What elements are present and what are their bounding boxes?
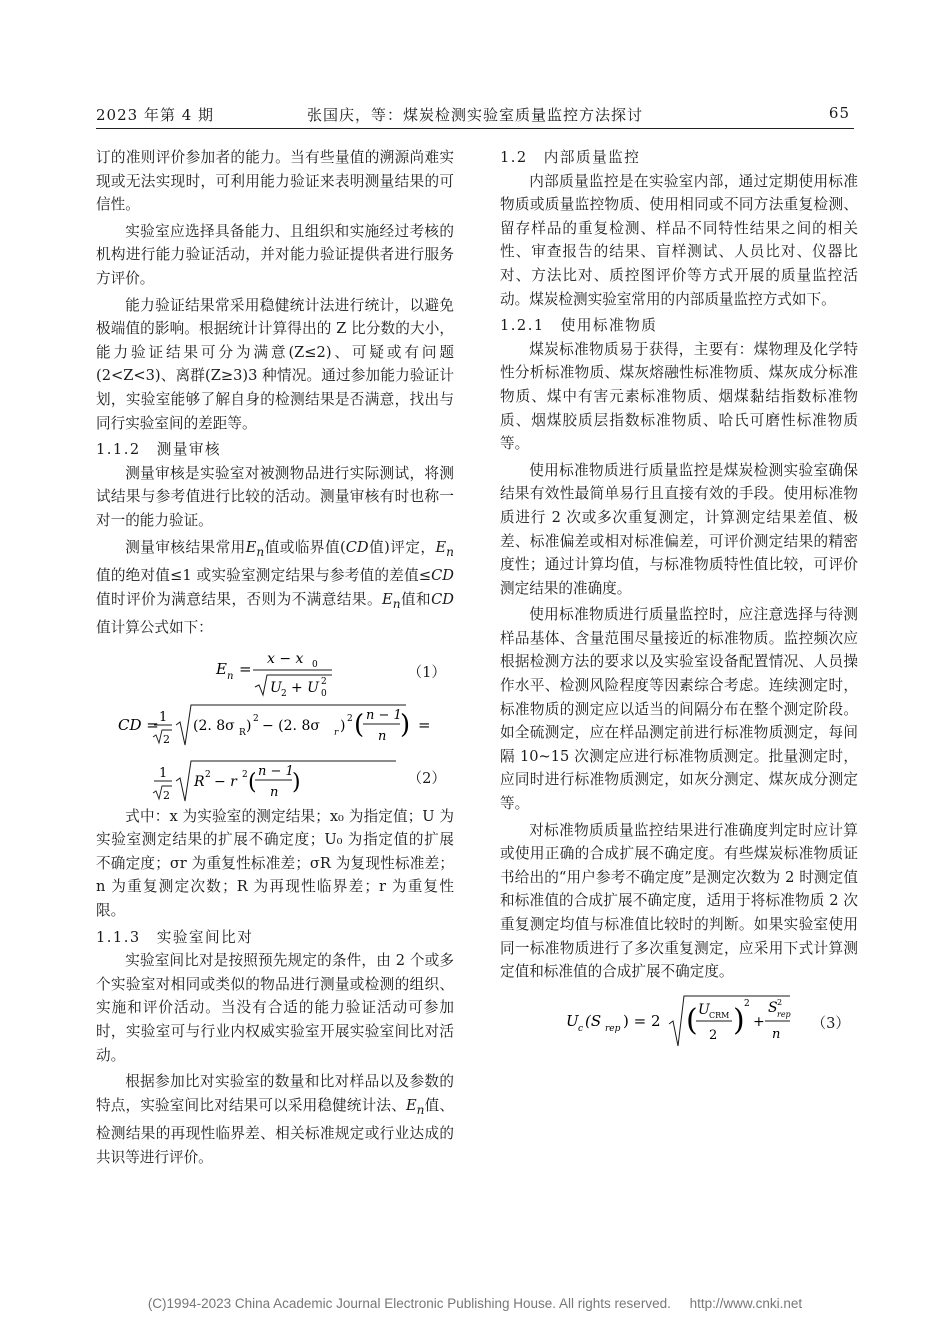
article-running-title: 张国庆，等：煤炭检测实验室质量监控方法探讨 [306, 106, 643, 124]
svg-text:U: U [698, 1001, 710, 1018]
svg-text:): ) [292, 769, 301, 795]
svg-text:): ) [340, 717, 346, 734]
paragraph: 煤炭标准物质易于获得，主要有：煤物理及化学特性分析标准物质、煤灰熔融性标准物质、煤灰成分标准物质、煤中有害元素标准物质、烟煤黏结指数标准物质、烟煤胶质层指数标准物质、哈氏可磨性标准物质等。 [500, 340, 858, 453]
right-column [500, 146, 858, 1050]
svg-text:R: R [239, 727, 246, 738]
svg-text:c: c [578, 1023, 584, 1034]
svg-text:1: 1 [159, 765, 168, 781]
svg-text:=: = [239, 659, 252, 678]
svg-text:− r: − r [214, 773, 237, 790]
paragraph: 式中：x 为实验室的测定结果；x₀ 为指定值；U 为实验室测定结果的扩展不确定度；U₀ 为指定值的扩展不确定度；σr 为重复性标准差；σR 为复现性标准差；n 为重复测定次数；R 为再现性临界差；r 为重复性限。 [96, 807, 454, 920]
equation-number: （2） [407, 769, 446, 787]
svg-text:(S: (S [585, 1011, 602, 1030]
paragraph: 测量审核是实验室对被测物品进行实际测试，将测试结果与参考值进行比较的活动。测量审核有时也称一对一的能力验证。 [96, 464, 454, 529]
svg-text:): ) [246, 717, 252, 734]
svg-text:r: r [334, 727, 339, 738]
section-heading-1-2: 1.2 内部质量监控 [500, 149, 641, 166]
svg-text:2: 2 [253, 713, 259, 724]
paragraph: 订的准则评价参加者的能力。当有些量值的溯源尚难实现或无法实现时，可利用能力验证来表明测量结果的可信性。 [96, 149, 454, 214]
svg-text:− (2. 8σ: − (2. 8σ [262, 717, 320, 734]
svg-text:2: 2 [281, 688, 287, 699]
svg-text:1: 1 [159, 709, 168, 725]
issue-label: 2023 年第 4 期 [96, 106, 215, 124]
copyright-footer [0, 1296, 950, 1311]
svg-text:U: U [566, 1011, 579, 1030]
svg-text:2: 2 [205, 769, 211, 780]
svg-text:S: S [768, 999, 778, 1016]
paragraph: 使用标准物质进行质量监控时，应注意选择与待测样品基体、含量范围尽量接近的标准物质。监控频次应根据检测方法的要求以及实验室设备配置情况、人员操作水平、检测风险程度等因素综合考虑。连续测定时，标准物质的测定应以适当的间隔分布在整个测定阶段。如全硫测定，应在样品测定前进行标准物质测定，每间隔 10~15 次测定应进行标准物质测定。批量测定时，应同时进行标准物质测定，如灰分测定、煤灰成分测定等。 [500, 606, 858, 813]
svg-text:2: 2 [242, 769, 248, 780]
svg-text:2: 2 [709, 1027, 718, 1043]
cnki-link[interactable]: http://www.cnki.net [689, 1296, 803, 1311]
svg-text:2: 2 [321, 676, 327, 687]
svg-text:n: n [378, 728, 387, 744]
equation-number: （1） [407, 663, 446, 681]
svg-text:(: ( [248, 769, 257, 795]
svg-text:=: = [418, 715, 431, 734]
paragraph: 实验室间比对是按照预先规定的条件，由 2 个或多个实验室对相同或类似的物品进行测量或检测的组织、实施和评价活动。当没有合适的能力验证活动可参加时，实验室可与行业内权威实验室开展实验室间比对活动。 [96, 952, 454, 1064]
left-column [96, 146, 454, 1173]
svg-text:2: 2 [744, 998, 750, 1009]
svg-text:n − 1: n − 1 [366, 707, 402, 723]
svg-text:+ U: + U [291, 679, 319, 696]
section-heading-1-1-3: 1.1.3 实验室间比对 [96, 928, 254, 946]
paragraph: 能力验证结果常采用稳健统计法进行统计，以避免极端值的影响。根据统计计算得出的 Z 比分数的大小，能力验证结果可分为满意(Z≤2)、可疑或有问题(2<Z<3)、离群(Z≥3)3 种情况。通过参加能力验证计划，实验室能够了解自身的检测结果是否满意，找出与同行实验室间的差距等。 [96, 296, 454, 432]
svg-text:n − 1: n − 1 [258, 763, 294, 779]
svg-text:2: 2 [163, 732, 170, 746]
equation-1 [96, 643, 454, 701]
svg-text:U: U [270, 679, 282, 696]
equation-number: （3） [811, 1014, 850, 1032]
paragraph: 根据参加比对实验室的数量和比对样品以及参数的特点，实验室间比对结果可以采用稳健统计法、$E_n$值、检测结果的再现性临界差、相关标准规定或行业达成的共识等进行评价。 [96, 1073, 454, 1166]
equation-1-formula [96, 643, 454, 701]
svg-text:(: ( [354, 709, 365, 740]
equation-2 [96, 703, 454, 803]
svg-text:rep: rep [777, 1009, 791, 1019]
svg-text:0: 0 [312, 659, 318, 670]
svg-text:2: 2 [777, 997, 783, 1007]
equation-3 [500, 992, 858, 1048]
svg-text:n: n [227, 670, 234, 682]
equation-3-formula [500, 992, 858, 1048]
section-heading-1-2-1: 1.2.1 使用标准物质 [500, 317, 658, 335]
svg-text:R: R [194, 773, 205, 790]
svg-text:) = 2: ) = 2 [623, 1011, 661, 1030]
paragraph: 内部质量监控是在实验室内部，通过定期使用标准物质或质量监控物质、使用相同或不同方法重复检测、留存样品的重复检测、样品不同特性结果之间的相关性、审查报告的结果、盲样测试、人员比对、仪器比对、方法比对、质控图评价等方式开展的质量监控活动。煤炭检测实验室常用的内部质量监控方式如下。 [500, 172, 858, 308]
svg-text:2: 2 [163, 788, 170, 802]
svg-text:x − x: x − x [267, 650, 304, 667]
svg-text:n: n [772, 1026, 781, 1042]
svg-text:n: n [270, 784, 279, 800]
svg-text:E: E [216, 659, 227, 678]
svg-text:+: + [753, 1013, 765, 1030]
copyright-text: (C)1994-2023 China Academic Journal Electronic Publishing House. All rights reserved. [147, 1296, 671, 1311]
page-number: 65 [828, 104, 850, 122]
equation-2-formula [96, 703, 454, 803]
svg-text:rep: rep [605, 1023, 621, 1034]
svg-text:): ) [733, 1002, 745, 1038]
svg-text:2: 2 [347, 713, 353, 724]
svg-text:0: 0 [321, 688, 327, 699]
svg-text:(: ( [686, 1002, 698, 1038]
paragraph: 使用标准物质进行质量监控是煤炭检测实验室确保结果有效性最简单易行且直接有效的手段。使用标准物质进行 2 次或多次重复测定，计算测定结果差值、极差、标准偏差或相对标准偏差，可评价测定结果的精密度性；通过计算均值，与标准物质特性值比较，可评价测定结果的准确度。 [500, 461, 858, 597]
svg-text:): ) [400, 709, 411, 740]
paragraph: 测量审核结果常用$E_n$值或临界值(CD值)评定，$E_n$值的绝对值≤1 或实验室测定结果与参考值的差值≤CD值时评价为满意结果，否则为不满意结果。$E_n$值和CD值计算公式如下： [96, 538, 454, 637]
svg-text:(2. 8σ: (2. 8σ [193, 717, 235, 734]
section-heading-1-1-2: 1.1.2 测量审核 [96, 441, 222, 459]
svg-text:CD =: CD = [118, 715, 159, 734]
running-header [96, 100, 854, 129]
paragraph: 对标准物质质量监控结果进行准确度判定时应计算或使用正确的合成扩展不确定度。有些煤炭标准物质证书给出的“用户参考不确定度”是测定次数为 2 时测定值和标准值的合成扩展不确定度，适用于将标准物质 2 次重复测定均值与标准值比较时的判断。如果实验室使用同一标准物质进行了多次重复测定，应采用下式计算测定值和标准值的合成扩展不确定度。 [500, 821, 858, 981]
svg-text:CRM: CRM [709, 1010, 730, 1020]
paragraph: 实验室应选择具备能力、且组织和实施经过考核的机构进行能力验证活动，并对能力验证提供者进行服务方评价。 [96, 222, 454, 287]
